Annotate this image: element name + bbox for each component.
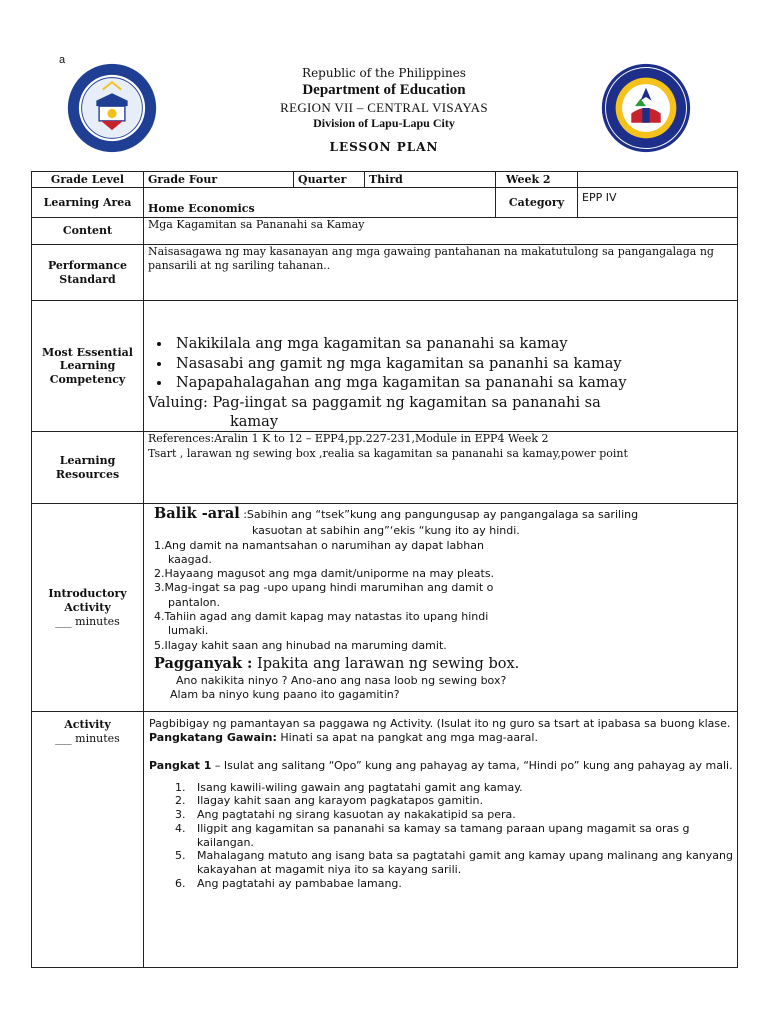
list-item: 4. Iligpit ang kagamitan sa pananahi sa kamay sa tamang paraan upang magamit sa oras g kailangan. <box>189 822 733 850</box>
header-department: Department of Education <box>302 82 466 98</box>
activity-instructions: Pagbibigay ng pamantayan sa paggawa ng Activity. (Isulat ito ng guro sa tsart at ipabasa sa buong klase. <box>149 717 731 731</box>
learning-area-value: Home Economics <box>144 188 496 218</box>
balik-aral-heading: Balik -aral <box>154 505 240 523</box>
row-grade-level <box>32 172 738 188</box>
pangkat-1-list <box>149 781 733 891</box>
list-item: 3.Mag-ingat sa pag -upo upang hindi marumihan ang damit o pantalon. <box>154 581 494 609</box>
pangkatang-gawain-heading: Pangkatang Gawain: <box>149 731 277 745</box>
resources-references: References:Aralin 1 K to 12 – EPP4,pp.227-231,Module in EPP4 Week 2 <box>148 432 549 446</box>
resources-materials: Tsart , larawan ng sewing box ,realia sa kagamitan sa pananahi sa kamay,power point <box>148 446 628 460</box>
grade-level-value: Grade Four <box>144 172 294 188</box>
pangkat-1-text: – Isulat ang salitang “Opo” kung ang pahayag ay tama, “Hindi po” kung ang pahayag ay mali. <box>211 758 733 772</box>
lesson-plan-title: LESSON PLAN <box>329 140 439 154</box>
melc-item: • Nakikilala ang mga kagamitan sa pananahi sa kamay <box>172 335 733 355</box>
valuing-text <box>148 394 733 432</box>
row-content <box>32 218 738 245</box>
list-item: 5. Mahalagang matuto ang isang bata sa pagtatahi gamit ang kamay upang malinang ang kanyang kakayahan at magamit niya ito sa kayang sarili. <box>189 849 733 877</box>
activity-label-cell <box>32 712 144 968</box>
header-republic: Republic of the Philippines <box>302 66 466 80</box>
header-division: Division of Lapu-Lapu City <box>313 116 455 130</box>
valuing-line-2: kamay <box>230 413 279 430</box>
activity-cell <box>144 712 738 968</box>
performance-value: Naisasagawa ng may kasanayan ang mga gawaing pantahanan na makatutulong sa pangangalaga ng pansarili at ng sariling tahanan.. <box>144 245 738 301</box>
pagganyak-text: Ipakita ang larawan ng sewing box. <box>252 655 520 672</box>
learning-area-label: Learning Area <box>32 188 144 218</box>
pagganyak-heading: Pagganyak : <box>154 654 253 672</box>
pagganyak-question-2: Alam ba ninyo kung paano ito gagamitin? <box>170 688 400 702</box>
balik-aral-list <box>154 539 733 653</box>
quarter-value: Third <box>365 172 496 188</box>
activity-label: Activity <box>64 718 111 732</box>
intro-label: Introductory Activity <box>48 587 127 614</box>
melc-cell <box>144 301 738 432</box>
melc-list <box>148 335 733 394</box>
list-item: 1.Ang damit na namantsahan o narumihan ay dapat labhan kaagad. <box>154 538 484 566</box>
list-item: 2.Hayaang magusot ang mga damit/uniporme na may pleats. <box>154 567 495 581</box>
week-value: Week 2 <box>496 172 578 188</box>
week-blank-cell <box>578 172 738 188</box>
performance-label: Performance Standard <box>32 245 144 301</box>
row-performance-standard <box>32 245 738 301</box>
list-item: 3. Ang pagtatahi ng sirang kasuotan ay nakakatipid sa pera. <box>189 808 733 822</box>
pagganyak-question-1: Ano nakikita ninyo ? Ano-ano ang nasa loob ng sewing box? <box>176 673 507 687</box>
intro-cell <box>144 504 738 712</box>
melc-label: Most Essential Learning Competency <box>32 301 144 432</box>
melc-item: • Nasasabi ang gamit ng mga kagamitan sa pananhi sa kamay <box>172 355 733 375</box>
pangkatang-gawain-text: Hinati sa apat na pangkat ang mga mag-aaral. <box>276 731 538 745</box>
list-item: 1. Isang kawili-wiling gawain ang pagtatahi gamit ang kamay. <box>189 781 733 795</box>
pangkat-1-heading: Pangkat 1 <box>149 758 212 772</box>
intro-label-cell <box>32 504 144 712</box>
list-item: 6. Ang pagtatahi ay pambabae lamang. <box>189 877 733 891</box>
category-label: Category <box>496 188 578 218</box>
row-learning-area <box>32 188 738 218</box>
row-learning-resources <box>32 432 738 504</box>
resources-cell <box>144 432 738 504</box>
list-item: 5.Ilagay kahit saan ang hinubad na maruming damit. <box>154 638 447 652</box>
balik-aral-text-2: kasuotan at sabihin ang”‘ekis “kung ito ay hindi. <box>252 524 520 538</box>
resources-label: Learning Resources <box>32 432 144 504</box>
row-activity <box>32 712 738 968</box>
melc-item: • Napapahalagahan ang mga kagamitan sa pananahi sa kamay <box>172 374 733 394</box>
header-region: REGION VII – CENTRAL VISAYAS <box>280 99 488 115</box>
content-value: Mga Kagamitan sa Pananahi sa Kamay <box>144 218 738 245</box>
quarter-label: Quarter <box>294 172 365 188</box>
list-item: 2. Ilagay kahit saan ang karayom pagkatapos gamitin. <box>189 794 733 808</box>
valuing-line-1: Valuing: Pag-iingat sa paggamit ng kagamitan sa pananahi sa <box>148 394 601 411</box>
row-melc <box>32 301 738 432</box>
grade-level-label: Grade Level <box>32 172 144 188</box>
page-mark: a <box>59 54 66 66</box>
row-introductory-activity <box>32 504 738 712</box>
balik-aral-text-1: :Sabihin ang “tsek”kung ang pangungusap ay pangangalaga sa sariling <box>239 508 639 522</box>
activity-minutes: ___ minutes <box>55 732 120 746</box>
document-header <box>0 66 768 131</box>
intro-minutes: ___ minutes <box>55 614 120 628</box>
content-label: Content <box>32 218 144 245</box>
lesson-plan-table <box>31 171 738 968</box>
list-item: 4.Tahiin agad ang damit kapag may natastas ito upang hindi lumaki. <box>154 610 489 638</box>
category-value: EPP IV <box>578 188 738 218</box>
